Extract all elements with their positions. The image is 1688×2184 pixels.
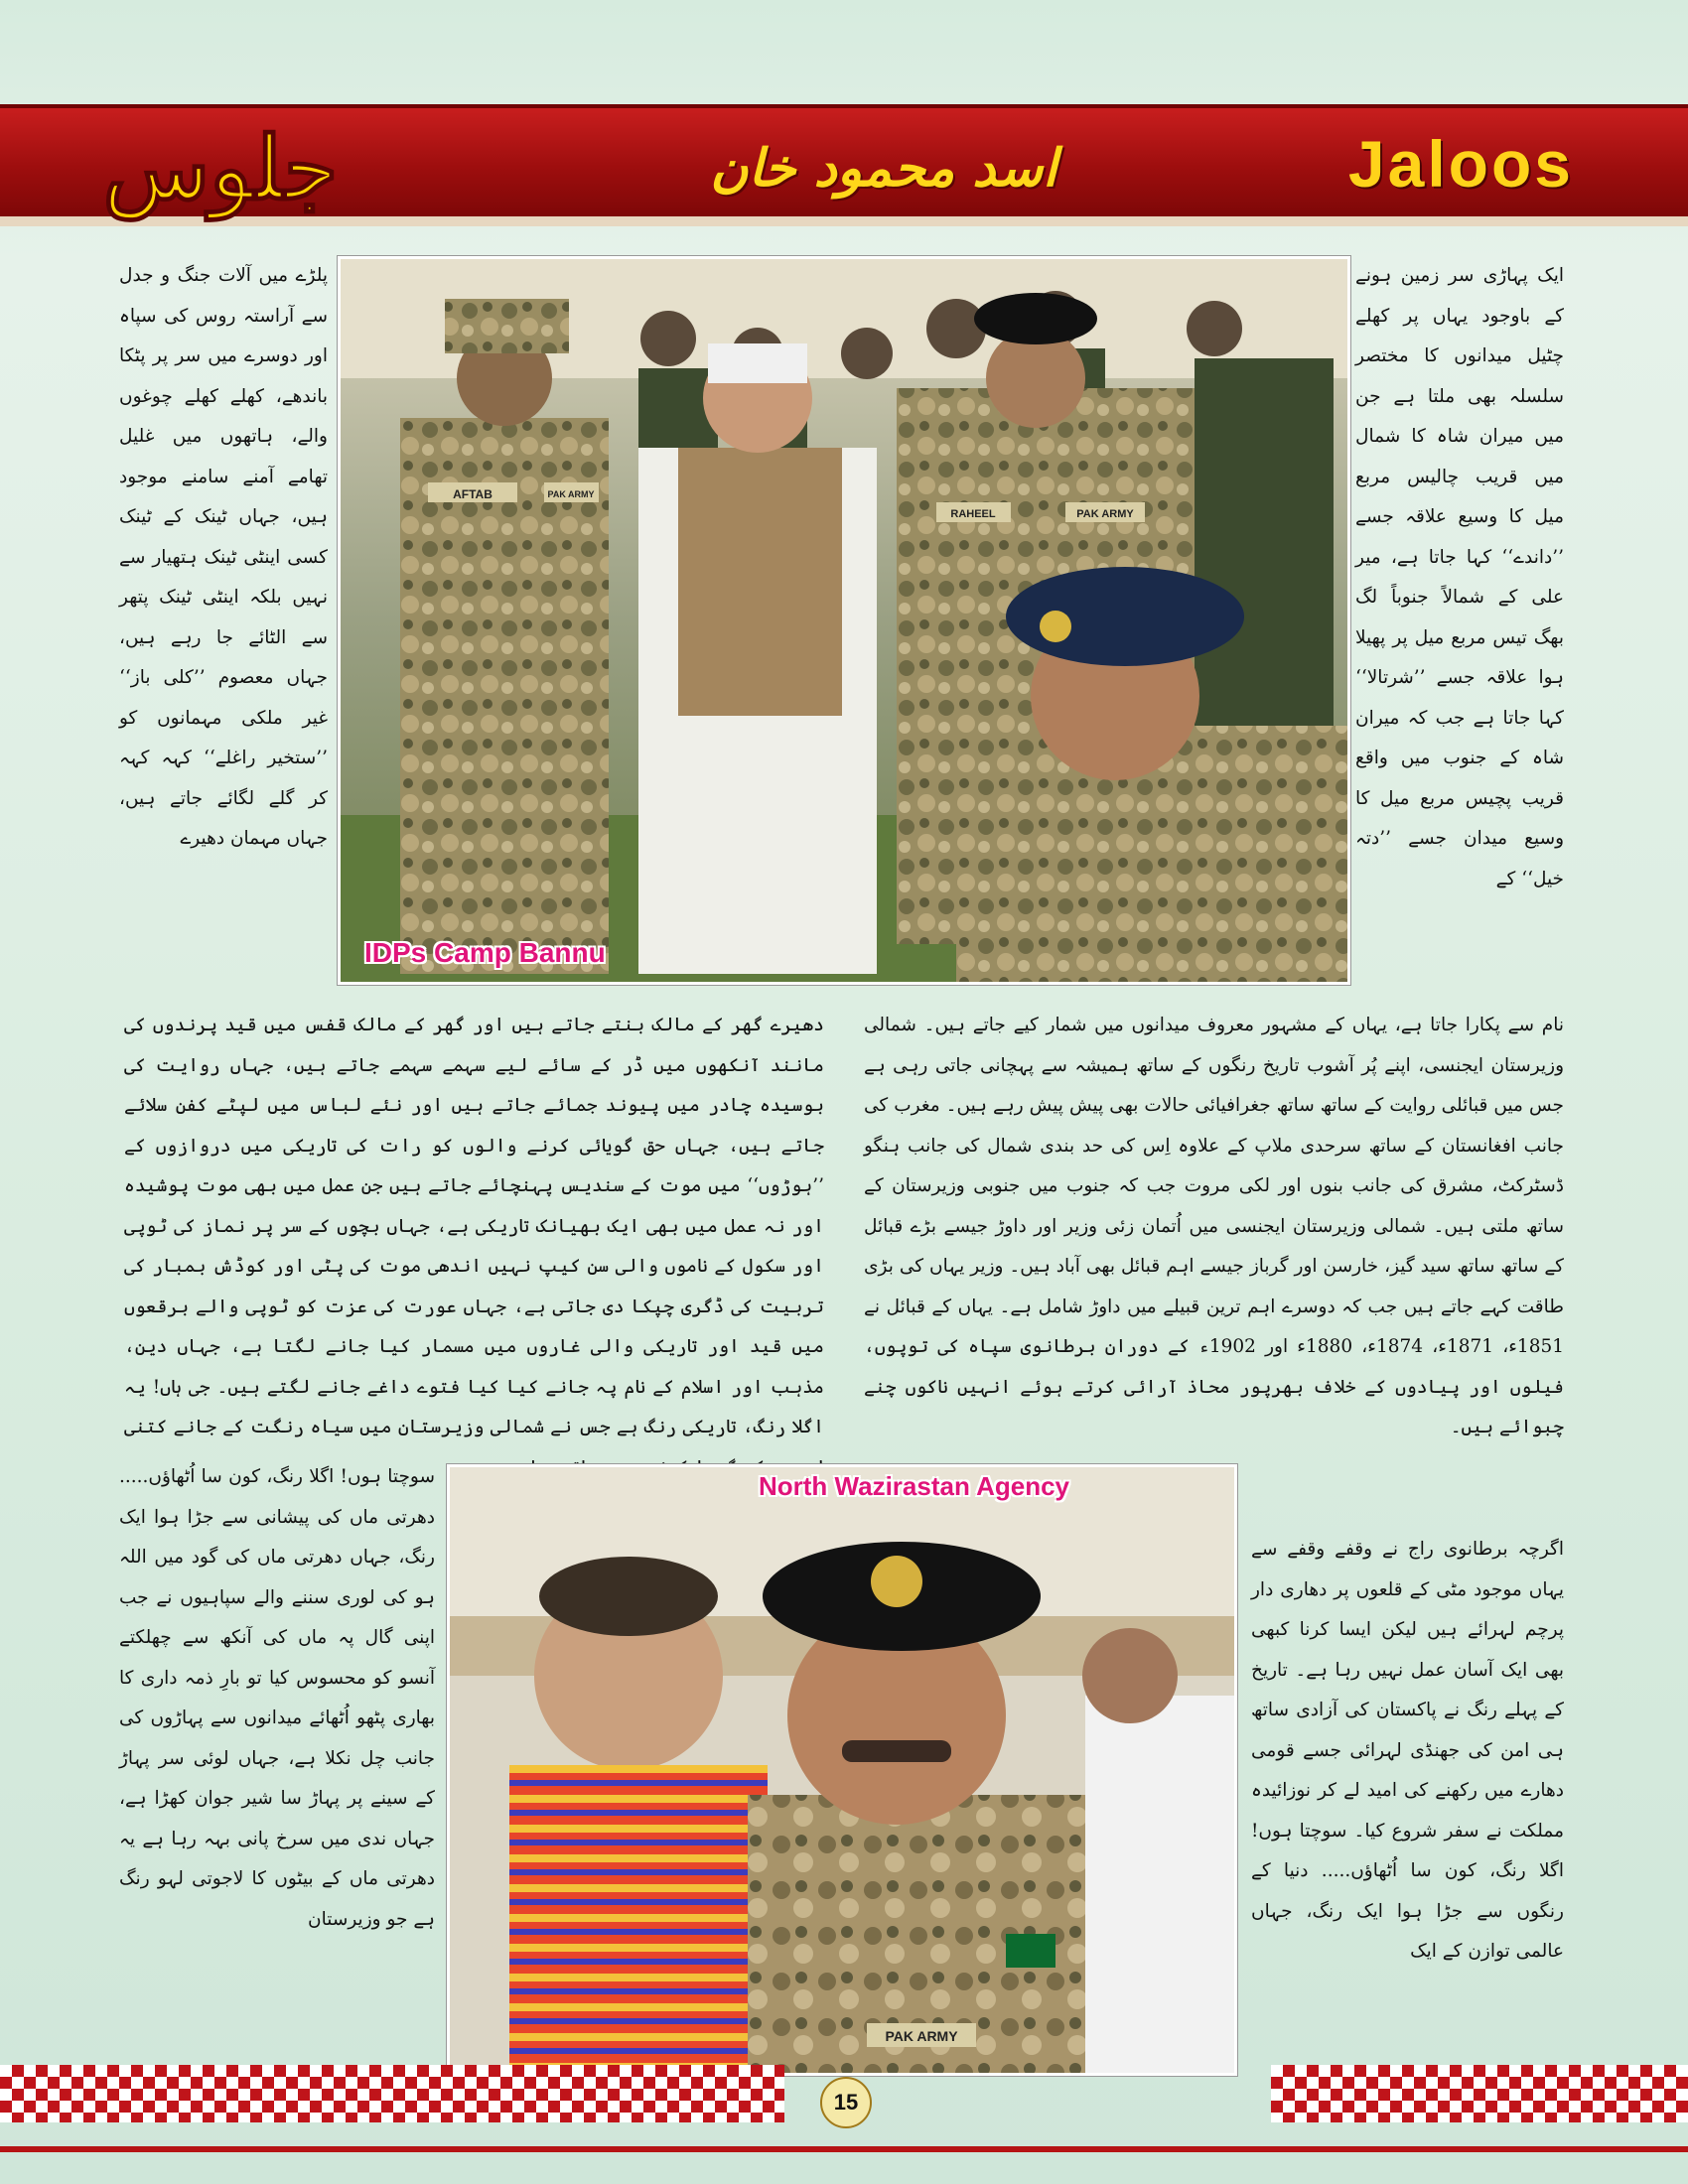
- paragraph: پلڑے میں آلات جنگ و جدل سے آراستہ روس کی سپاہ اور دوسرے میں سر پر پٹکا باندھے، کھلے کھلے چوغوں والے، ہاتھوں میں غلیل تھامے آمنے سامنے موجود ہیں، جہاں ٹینک کے ٹینک کسی اینٹی ٹینک ہتھیار سے نہیں بلکہ اینٹی ٹینک پتھر سے الٹائے جا رہے ہیں، جہاں معصوم ’’کلی باز‘‘ غیر ملکی مہمانوں کو ’’ستخیر راغلے‘‘ کہہ کہہ کر گلے لگائے جاتے ہیں، جہاں مہمان دھیرے: [119, 265, 328, 849]
- photo-idps-camp-image: [341, 259, 1347, 982]
- magazine-logo-text: جلوس: [102, 116, 339, 219]
- paragraph: نام سے پکارا جاتا ہے، یہاں کے مشہور معروف میدانوں میں شمار کیے جاتے ہیں۔ شمالی وزیرستان ایجنسی، اپنے پُر آشوب تاریخ رنگوں کے ساتھ ہمیشہ سے پہچانی جاتی رہی ہے جس میں قبائلی روایت کے ساتھ ساتھ جغرافیائی حالات بھی پیش پیش رہے ہیں۔ مغرب کی جانب افغانستان کے ساتھ سرحدی ملاپ کے علاوہ اِس کی حد بندی شمال کی جانب ہنگو ڈسٹرکٹ، مشرق کی جانب بنوں اور لکی مروت جب کہ جنوب میں جنوبی وزیرستان کے ساتھ ملتی ہیں۔ شمالی وزیرستان ایجنسی میں اُتمان زئی وزیر اور داوڑ جیسے بڑے قبائل کے ساتھ ساتھ سید گیز، خارسن اور گرباز جیسے اہم قبائل بھی آباد ہیں۔ وزیر یہاں کی بڑی طاقت کہے جاتے ہیں جب کہ دوسرے اہم ترین قبیلے میں داوڑ شامل ہے۔ یہاں کے قبائل نے 1851ء، 1871ء، 1874ء، 1880ء اور 1902ء کے دوران برطانوی سپاہ کی توپوں، فیلوں اور پیادوں کے خلاف بھرپور محاذ آرائی کرتے ہوئے انہیں ناکوں چنے چبوائے ہیں۔: [864, 1015, 1565, 1437]
- column-top-right: [1355, 256, 1564, 1011]
- column-middle-right: [864, 1006, 1564, 1530]
- column-top-left: [119, 256, 328, 1011]
- name-tag-pak-army-left: PAK ARMY: [547, 489, 595, 499]
- column-bottom-right: [1251, 1530, 1564, 2046]
- caption-north-waziristan: North Wazirastan Agency: [759, 1471, 1070, 1501]
- name-tag-pak-army: PAK ARMY: [885, 2028, 958, 2044]
- column-middle-left: [124, 1006, 824, 1454]
- magazine-logo: [102, 114, 339, 223]
- photo-north-waziristan: [447, 1464, 1237, 2076]
- name-tag-raheel: RAHEEL: [950, 508, 996, 520]
- author-name: اسد محمود خان: [710, 138, 1057, 199]
- caption-idps-camp: IDPs Camp Bannu: [364, 937, 606, 968]
- paragraph: اگرچہ برطانوی راج نے وقفے وقفے سے یہاں موجود مٹی کے قلعوں پر دھاری دار پرچم لہرائے ہیں لیکن ایسا کرنا کبھی بھی ایک آسان عمل نہیں رہا ہے۔ تاریخ کے پہلے رنگ نے پاکستان کی آزادی ساتھ ہی امن کی جھنڈی لہرائی جسے قومی دھارے میں رکھنے کی امید لے کر نوزائیدہ مملکت نے سفر شروع کیا۔ سوچتا ہوں! اگلا رنگ، کون سا اُٹھاؤں..... دنیا کے رنگوں سے جڑا ہوا ایک رنگ، جہاں عالمی توازن کے ایک: [1251, 1539, 1564, 1962]
- footer-checker-right: [1271, 2065, 1688, 2122]
- page-number: 15: [820, 2077, 872, 2128]
- paragraph: سوچتا ہوں! اگلا رنگ، کون سا اُٹھاؤں..... دھرتی ماں کی پیشانی سے جڑا ہوا ایک رنگ، جہاں دھرتی ماں کی گود میں اللہ ہو کی لوری سننے والے سپاہیوں نے جب اپنی گال پہ ماں کی آنکھ سے چھلکتے آنسو کو محسوس کیا تو بارِ ذمہ داری کا بھاری پٹھو اُٹھائے میدانوں سے پہاڑوں کی جانب چل نکلا ہے، جہاں لوئی سر پہاڑ کے سینے پر پہاڑ سا شیر جوان کھڑا ہے، جہاں ندی میں سرخ پانی بہہ رہا ہے یہ دھرتی ماں کے بیٹوں کا لاجوتی لہو رنگ ہے جو وزیرستان: [119, 1466, 435, 1930]
- brand-title: Jaloos: [1347, 127, 1574, 201]
- paragraph: دھیرے گھر کے مالک بنتے جاتے ہیں اور گھر کے مالک قفس میں قید پرندوں کی مانند آنکھوں میں ڈر کے سائے لیے سہمے سہمے جاتے ہیں، جہاں روایت کی بوسیدہ چادر میں پیوند جمائے جاتے ہیں اور نئے لباس میں لپٹے کفن سلائے جاتے ہیں، جہاں حق گویائی کرنے والوں کو رات کی تاریکی میں دروازوں کے ’’ہوڑوں‘‘ میں موت کے سندیس پہنچائے جاتے ہیں جن عمل میں بھی موت پوشیدہ اور نہ عمل میں بھی ایک بھیانک تاریکی ہے، جہاں بچوں کے سر پر نماز کی ٹوپی اور سکول کے ناموں والی سن کیپ نہیں اندھی موت کی پٹی اور کوڈش بمبار کی تربیت کی ڈگری چپکا دی جاتی ہے، جہاں عورت کی عزت کو ٹوپی والے برقعوں میں قید اور تاریکی والی غاروں میں مسمار کیا جانے لگتا ہے، جہاں دین، مذہب اور اسلام کے نام پہ جانے کیا کیا فتوے داغے جانے لگتے ہیں۔ جی ہاں! یہ اگلا رنگ، تاریکی رنگ ہے جس نے شمالی وزیرستان میں سیاہ رنگت کے جانے کتنی: [124, 1015, 824, 1437]
- name-tag-pak-army-right: PAK ARMY: [1076, 508, 1134, 520]
- footer-line: [0, 2146, 1688, 2152]
- paragraph: ایک پہاڑی سر زمین ہونے کے باوجود یہاں پر کھلے چٹیل میدانوں کا مختصر سلسلہ بھی ملتا ہے جن میں میران شاہ کا شمال میں قریب چالیس مربع میل کا وسیع علاقہ جسے ’’داندے‘‘ کہا جاتا ہے، میر علی کے شمالاً جنوباً لگ بھگ تیس مربع میل پر پھیلا ہوا علاقہ جسے ’’شرتالا‘‘ کہا جاتا ہے جب کہ میران شاہ کے جنوب میں واقع قریب پچیس مربع میل کا وسیع میدان جسے ’’دتہ خیل‘‘ کے: [1355, 265, 1564, 889]
- footer-checker-left: [0, 2065, 784, 2122]
- photo-north-waziristan-image: [450, 1467, 1234, 2073]
- column-bottom-left: [119, 1457, 435, 2053]
- photo-idps-camp: [338, 256, 1350, 985]
- name-tag-aftab: AFTAB: [453, 487, 492, 501]
